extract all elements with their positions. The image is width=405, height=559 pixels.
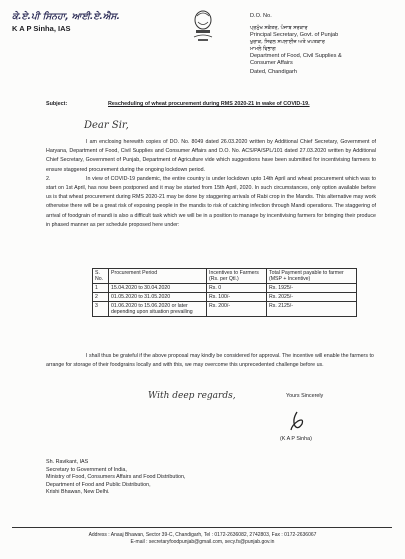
paragraph-1: I am enclosing herewith copies of DO. No. 8049 dated 26.03.2020 written by Additional Chief Secretary, Government of Haryana, Department of Food, Civil Supplies and Consumer Affairs and D.O. No. ACS/PA/SPL/101 dated 27.03.2020 written by Additional Chief Secretary, Government of Punjab, Department of Agriculture vide which suggestions have been submitted for incentivising farmers to ensure staggered procurement during the ongoing lockdown period.: [46, 139, 376, 173]
table-row: [93, 293, 357, 302]
table-cell: 01.05.2020 to 31.05.2020: [109, 293, 207, 302]
table-cell: Rs. 2025/-: [267, 293, 357, 302]
handwritten-regards: With deep regards,: [148, 391, 236, 401]
sender-name-punjabi: ਕੇ.ਏ.ਪੀ ਸਿਨਹਾ, ਆਈ.ਏ.ਐਸ.: [12, 12, 120, 22]
paragraph-2-text: In view of COVID-19 pandemic, the entire country is under lockdown upto 14th April and wheat procurement which was to start on 1st April, has now been postponed and it may be started from 15th April, 2020. In such circumstances, only option available before us is that wheat procurement during RMS 2020-21 may be done by staggering arrivals of Rabi crop in the Mandis. This alternative may work otherwise there will be a great risk of exposing people in the mandis to risk of catching infection through Mandi operations. The staggering of arrival of foodgrain of mandi is also a difficult task which we will be in a position to manage by incentivising farmers for bringing their produce in phased manner as per schedule proposed here under:: [46, 175, 376, 228]
footer-divider: [12, 527, 392, 528]
footer-address: Address : Anaaj Bhawan, Sector 39-C, Chandigarh, Tel : 0172-2636082, 2742803, Fax : 0172-2636067: [88, 532, 317, 538]
letter-body: [46, 138, 376, 230]
table-header: Incentives to Farmers (Rs. per Qtl.): [207, 269, 267, 284]
dated-line: Dated, Chandigarh: [250, 69, 297, 75]
table-cell: Rs. 200/-: [207, 302, 267, 317]
state-emblem-icon: [190, 8, 216, 46]
department-line-1: Department of Food, Civil Supplies &: [250, 53, 342, 59]
table-cell: 1: [93, 284, 109, 293]
table-cell: 2: [93, 293, 109, 302]
table-row: [93, 284, 357, 293]
closing-paragraph: I shall thus be grateful if the above proposal may kindly be considered for approval. The incentive will enable the farmers to arrange for storage of their foodgrains locally and with this, we may overcome this unprecedented challenge before us.: [46, 353, 374, 369]
table-row: [93, 302, 357, 317]
department-punjabi-2: ਮਾਮਲੇ ਵਿਭਾਗ: [250, 46, 276, 52]
yours-sincerely: Yours Sincerely: [286, 393, 324, 399]
table-cell: Rs. 100/-: [207, 293, 267, 302]
addressee-block: [46, 459, 186, 497]
addressee-line: Department of Food and Public Distribution,: [46, 481, 151, 488]
table-cell: Rs. 0: [207, 284, 267, 293]
department-punjabi-1: ਖੁਰਾਕ, ਸਿਵਲ ਸਪਲਾਈਜ਼ ਅਤੇ ਖਪਤਕਾਰ: [250, 39, 325, 45]
addressee-line: Krishi Bhawan, New Delhi.: [46, 489, 110, 496]
department-line-2: Consumer Affairs: [250, 60, 293, 66]
footer: [0, 532, 405, 546]
subject-text: Rescheduling of wheat procurement during RMS 2020-21 in wake of COVID-19.: [108, 101, 310, 107]
table-header: Procurement Period: [109, 269, 207, 284]
sender-name: K A P Sinha, IAS: [12, 24, 71, 33]
table-header-row: [93, 269, 357, 284]
designation: Principal Secretary, Govt. of Punjab: [250, 32, 339, 38]
signature-icon: [286, 410, 308, 432]
table-cell: 01.06.2020 to 15.06.2020 or later depending upon situation prevailing: [109, 302, 207, 317]
paragraph-2-number: 2.: [46, 175, 51, 182]
salutation: Dear Sir,: [84, 120, 129, 131]
do-number: D.O. No.: [250, 13, 272, 19]
paragraph-2: [46, 175, 376, 230]
table-header: Total Payment payable to farmer (MSP + Incentive): [267, 269, 357, 284]
table-cell: 15.04.2020 to 30.04.2020: [109, 284, 207, 293]
addressee-line: Secretary to Government of India,: [46, 466, 127, 473]
subject-label: Subject:: [46, 101, 68, 107]
addressee-line: Ministry of Food, Consumers Affairs and Food Distribution,: [46, 474, 186, 481]
table-cell: 3: [93, 302, 109, 317]
table-header: S. No.: [93, 269, 109, 284]
letterhead-right: [250, 13, 400, 76]
addressee-line: Sh. Ravikant, IAS: [46, 459, 89, 465]
procurement-schedule-table: [92, 268, 357, 317]
table-cell: Rs. 2125/-: [267, 302, 357, 317]
table-cell: Rs. 1925/-: [267, 284, 357, 293]
signatory-name: (K A P Sinha): [280, 436, 312, 442]
footer-email: E-mail : secretaryfoodpunjab@gmail.com, secy.fs@punjab.gov.in: [130, 539, 275, 545]
designation-punjabi: ਪ੍ਰਮੁੱਖ ਸਕੱਤਰ, ਪੰਜਾਬ ਸਰਕਾਰ: [250, 25, 308, 31]
